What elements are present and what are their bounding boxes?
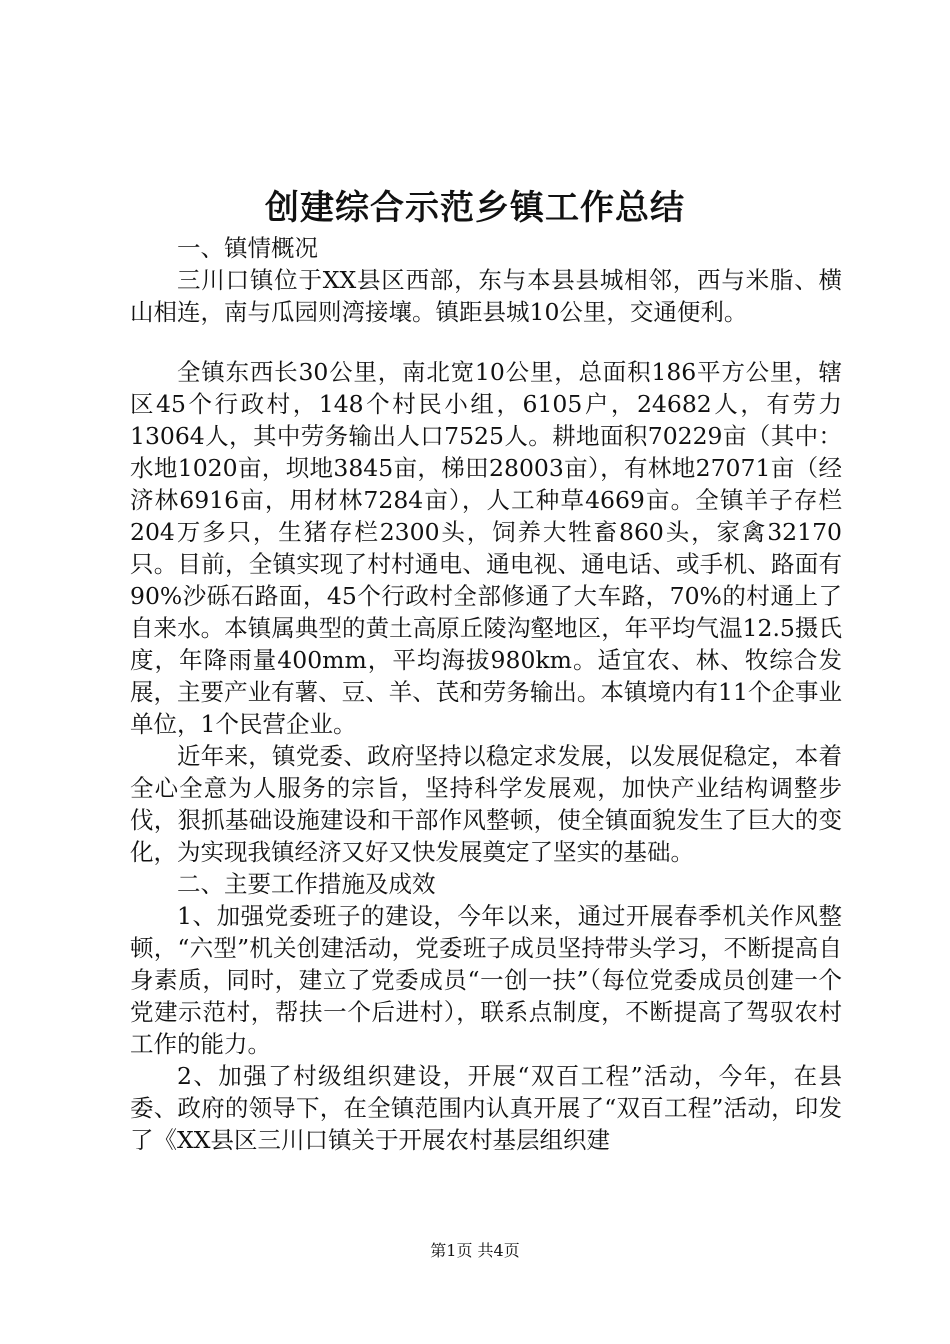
paragraph-statistics: 全镇东西长30公里，南北宽10公里，总面积186平方公里，辖区45个行政村，148个村民小组，6105户，24682人，有劳力13064人，其中劳务输出人口7525人。耕地面积70229亩（其中：水地1020亩，坝地3845亩，梯田28003亩），有林地27071亩（经济林6916亩，用材林7284亩），人工种草4669亩。全镇羊子存栏204万多只，生猪存栏2300头，饲养大牲畜860头，家禽32170只。目前，全镇实现了村村通电、通电视、通电话、或手机、路面有90%沙砾石路面，45个行政村全部修通了大车路，70%的村通上了自来水。本镇属典型的黄土高原丘陵沟壑地区，年平均气温12.5摄氏度，年降雨量400mm，平均海拔980km。适宜农、林、牧综合发展，主要产业有薯、豆、羊、芪和劳务输出。本镇境内有11个企事业单位，1个民营企业。 <box>130 358 842 738</box>
paragraph-party-committee: 1、加强党委班子的建设，今年以来，通过开展春季机关作风整顿，“六型”机关创建活动，党委班子成员坚持带头学习，不断提高自身素质，同时，建立了党委成员“一创一扶”（每位党委成员创建一个党建示范村，帮扶一个后进村），联系点制度，不断提高了驾驭农村工作的能力。 <box>130 902 842 1058</box>
page-number-footer: 第1页 共4页 <box>430 1241 520 1260</box>
paragraph-location: 三川口镇位于XX县区西部，东与本县县城相邻，西与米脂、横山相连，南与瓜园则湾接壤。镇距县城10公里，交通便利。 <box>130 266 842 326</box>
document-body <box>130 232 842 1156</box>
paragraph-development: 近年来，镇党委、政府坚持以稳定求发展，以发展促稳定，本着全心全意为人服务的宗旨，坚持科学发展观，加快产业结构调整步伐，狠抓基础设施建设和干部作风整顿，使全镇面貌发生了巨大的变化，为实现我镇经济又好又快发展奠定了坚实的基础。 <box>130 742 842 866</box>
paragraph-village-organization: 2、加强了村级组织建设，开展“双百工程”活动，今年，在县委、政府的领导下，在全镇范围内认真开展了“双百工程”活动，印发了《XX县区三川口镇关于开展农村基层组织建 <box>130 1062 842 1154</box>
section-heading-measures: 二、主要工作措施及成效 <box>177 870 436 898</box>
section-heading-overview: 一、镇情概况 <box>177 234 318 262</box>
document-title: 创建综合示范乡镇工作总结 <box>265 188 685 228</box>
